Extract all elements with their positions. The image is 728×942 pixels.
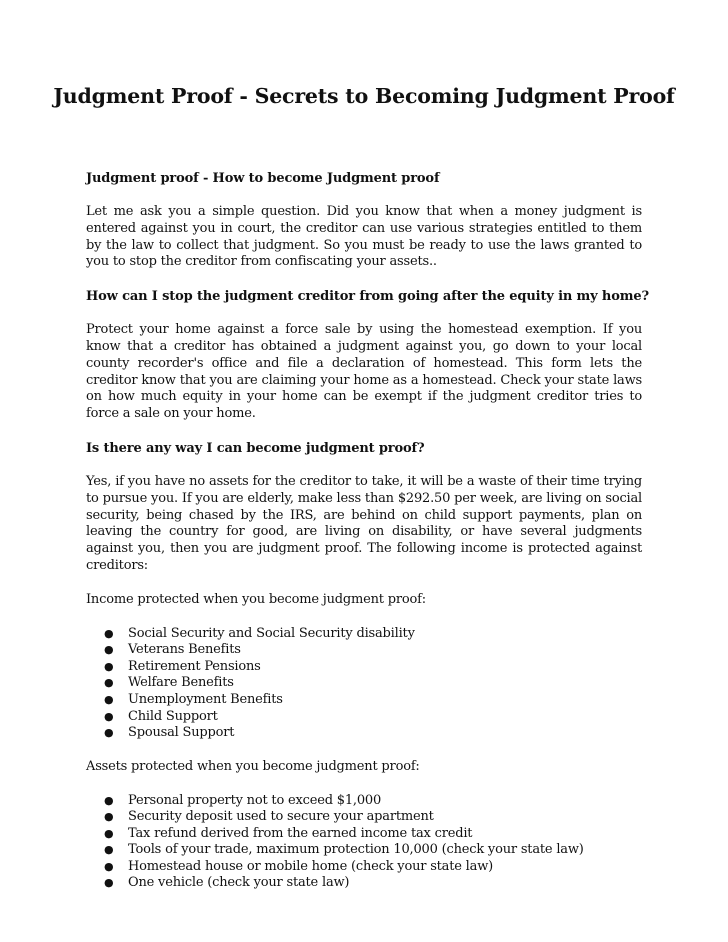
- home-paragraph: Protect your home against a force sale by using the homestead exemption. If you know that a creditor has obtained a judgment against you, go down to your local county recorder's office and file a declaration of homestead. This form lets the creditor know that you are claiming your home as a homestead. Check your state laws on how much equity in your home can be exempt if the judgment creditor tries to force a sale on your home.: [86, 322, 642, 422]
- list-item: [86, 826, 642, 843]
- list-item-text: Child Support: [128, 708, 218, 724]
- list-item: [86, 809, 642, 826]
- list-item-text: Personal property not to exceed $1,000: [128, 792, 382, 808]
- page-title: Judgment Proof - Secrets to Becoming Judgment Proof: [53, 84, 675, 108]
- list-item: [86, 642, 642, 659]
- list-item-text: Homestead house or mobile home (check your state law): [128, 858, 493, 874]
- income-intro: Income protected when you become judgment proof:: [86, 591, 426, 607]
- assets-intro: Assets protected when you become judgment proof:: [86, 758, 420, 774]
- bullet-icon: ●: [104, 876, 114, 890]
- bullet-icon: ●: [104, 726, 114, 740]
- list-item-text: Tax refund derived from the earned income tax credit: [128, 825, 473, 841]
- bullet-icon: ●: [104, 659, 114, 673]
- list-item: [86, 859, 642, 876]
- list-item: [86, 659, 642, 676]
- list-item: [86, 793, 642, 810]
- list-item: [86, 692, 642, 709]
- bullet-icon: ●: [104, 692, 114, 706]
- list-item-text: Unemployment Benefits: [128, 691, 283, 707]
- intro-paragraph: Let me ask you a simple question. Did you know that when a money judgment is entered against you in court, the creditor can use various strategies entitled to them by the law to collect that judgment. So you must be ready to use the laws granted to you to stop the creditor from confiscating your assets..: [86, 204, 642, 270]
- list-item-text: Security deposit used to secure your apartment: [128, 809, 434, 825]
- bullet-icon: ●: [104, 676, 114, 690]
- intro-heading: Judgment proof - How to become Judgment proof: [86, 171, 440, 186]
- list-item: [86, 842, 642, 859]
- bullet-icon: ●: [104, 859, 114, 873]
- judgment-proof-heading: Is there any way I can become judgment proof?: [86, 440, 425, 456]
- list-item-text: Retirement Pensions: [128, 658, 261, 674]
- list-item-text: Welfare Benefits: [128, 675, 234, 691]
- income-list: [86, 626, 642, 742]
- list-item-text: Social Security and Social Security disability: [128, 625, 415, 641]
- list-item: [86, 875, 642, 892]
- list-item: [86, 725, 642, 742]
- bullet-icon: ●: [104, 843, 114, 857]
- bullet-icon: ●: [104, 793, 114, 807]
- bullet-icon: ●: [104, 810, 114, 824]
- bullet-icon: ●: [104, 709, 114, 723]
- list-item-text: One vehicle (check your state law): [128, 875, 350, 891]
- judgment-proof-paragraph: Yes, if you have no assets for the creditor to take, it will be a waste of their time trying to pursue you. If you are elderly, make less than $292.50 per week, are living on social security, being chased by the IRS, are behind on child support payments, plan on leaving the country for good, are living on disability, or have several judgments against you, then you are judgment proof. The following income is protected against creditors:: [86, 473, 642, 573]
- list-item-text: Veterans Benefits: [128, 642, 241, 658]
- list-item: [86, 675, 642, 692]
- assets-list: [86, 793, 642, 893]
- bullet-icon: ●: [104, 626, 114, 640]
- bullet-icon: ●: [104, 643, 114, 657]
- list-item: [86, 626, 642, 643]
- list-item-text: Tools of your trade, maximum protection 10,000 (check your state law): [128, 842, 584, 858]
- bullet-icon: ●: [104, 826, 114, 840]
- list-item-text: Spousal Support: [128, 725, 235, 741]
- document-body: [86, 170, 649, 909]
- home-heading: How can I stop the judgment creditor from going after the equity in my home?: [86, 289, 649, 305]
- list-item: [86, 709, 642, 726]
